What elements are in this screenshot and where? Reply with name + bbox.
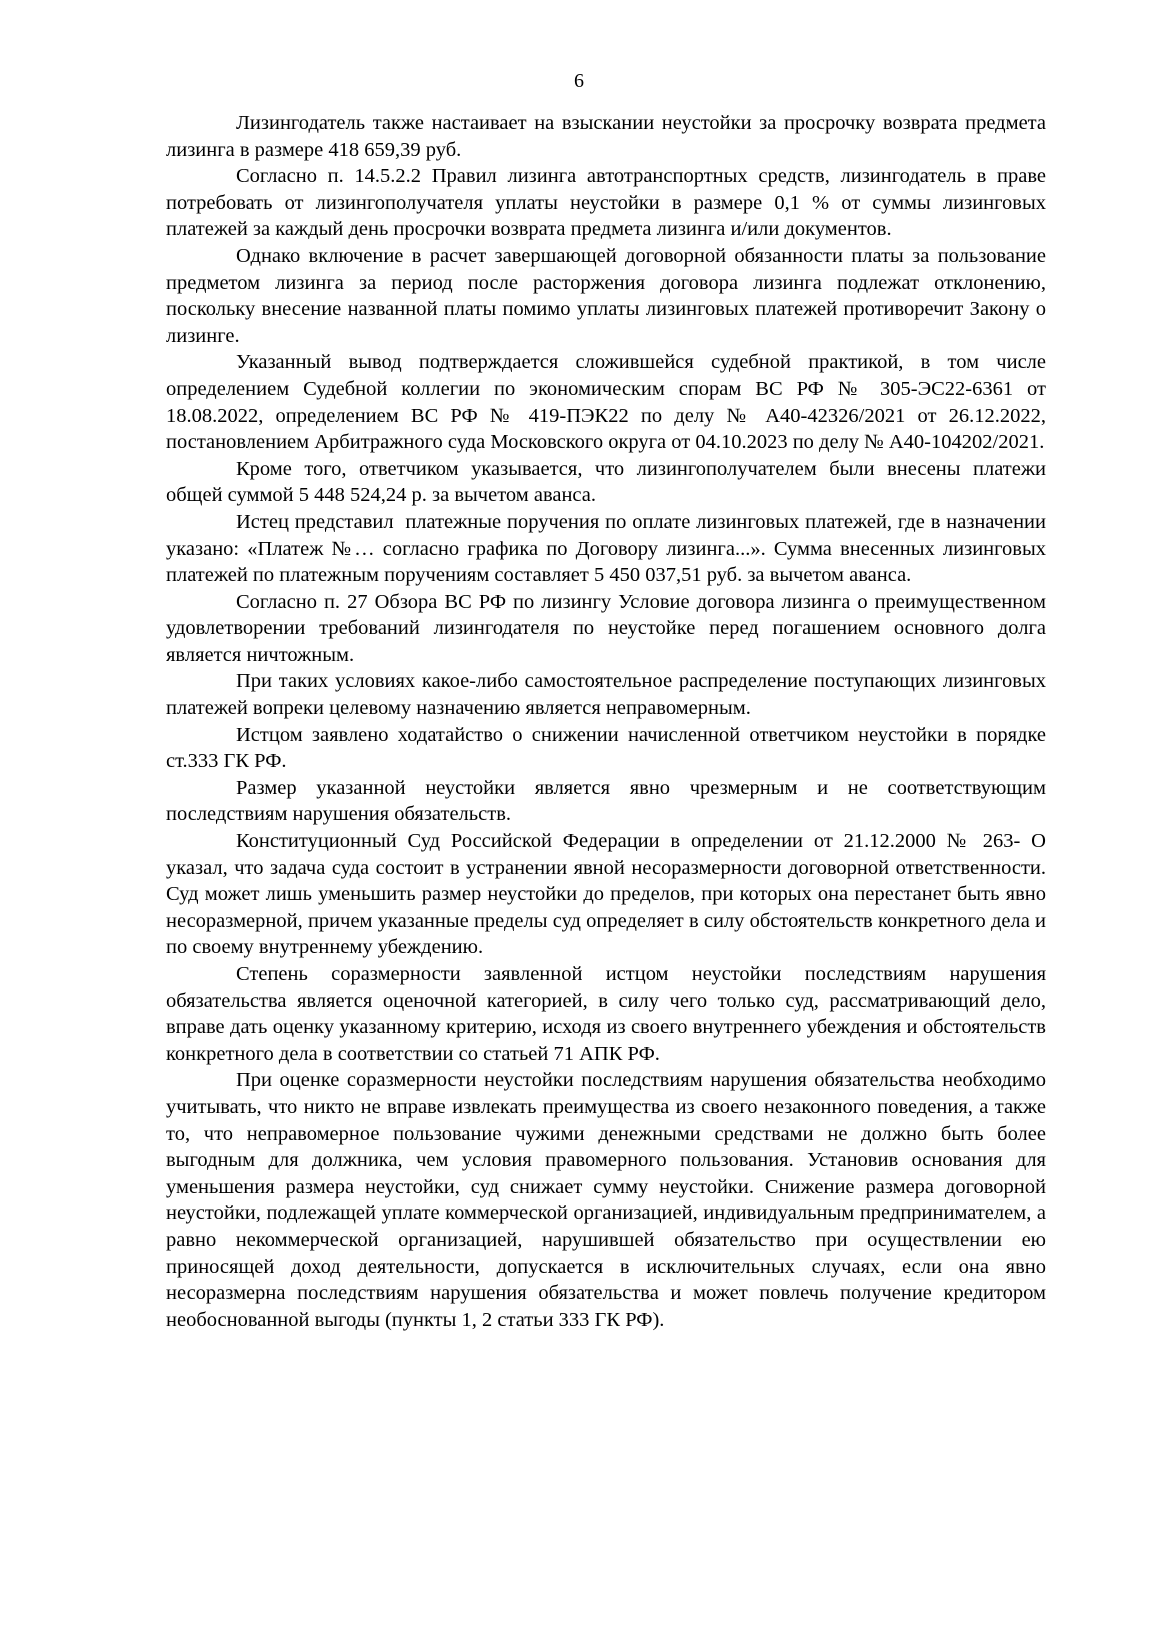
paragraph: Однако включение в расчет завершающей договорной обязанности платы за пользование предметом лизинга за период после расторжения договора лизинга подлежат отклонению, поскольку внесение названной платы помимо уплаты лизинговых платежей противоречит Закону о лизинге. [166, 244, 1052, 347]
paragraph: Указанный вывод подтверждается сложившейся судебной практикой, в том числе определением Судебной коллегии по экономическим спорам ВС РФ № 305-ЭС22-6361 от 18.08.2022, определением ВС РФ № 419-ПЭК22 по делу № А40-42326/2021 от 26.12.2022, постановлением Арбитражного суда Московского округа от 04.10.2023 по делу № А40-104202/2021. [166, 351, 1052, 454]
paragraph: Согласно п. 14.5.2.2 Правил лизинга автотранспортных средств, лизингодатель в праве потребовать от лизингополучателя уплаты неустойки в размере 0,1 % от суммы лизинговых платежей за каждый день просрочки возврата предмета лизинга и/или документов. [166, 165, 1052, 241]
paragraph: Степень соразмерности заявленной истцом неустойки последствиям нарушения обязательства является оценочной категорией, в силу чего только суд, рассматривающий дело, вправе дать оценку указанному критерию, исходя из своего внутреннего убеждения и обстоятельств конкретного дела в соответствии со статьей 71 АПК РФ. [166, 963, 1052, 1065]
paragraph: Истец представил платежные поручения по оплате лизинговых платежей, где в назначении указано: «Платеж №… согласно графика по Договору лизинга...». Сумма внесенных лизинговых платежей по платежным поручениям составляет 5 450 037,51 руб. за вычетом аванса. [166, 510, 1052, 587]
paragraph: Кроме того, ответчиком указывается, что лизингополучателем были внесены платежи общей суммой 5 448 524,24 р. за вычетом аванса. [166, 457, 1052, 507]
paragraph: Размер указанной неустойки является явно чрезмерным и не соответствующим последствиям нарушения обязательств. [166, 776, 1052, 826]
paragraph: При оценке соразмерности неустойки последствиям нарушения обязательства необходимо учитывать, что никто не вправе извлекать преимущества из своего незаконного поведения, а также то, что неправомерное пользование чужими денежными средствами не должно быть более выгодным для должника, чем условия правомерного пользования. Установив основания для уменьшения размера неустойки, суд снижает сумму неустойки. Снижение размера договорной неустойки, подлежащей уплате коммерческой организацией, индивидуальным предпринимателем, а равно некоммерческой организацией, нарушившей обязательство при осуществлении ею приносящей доход деятельности, допускается в исключительных случаях, если она явно несоразмерна последствиям нарушения обязательства и может повлечь получение кредитором необоснованной выгоды (пункты 1, 2 статьи 333 ГК РФ). [166, 1069, 1052, 1331]
document-body [166, 110, 1052, 1333]
page-number: 6 [574, 70, 584, 92]
paragraph: При таких условиях какое-либо самостоятельное распределение поступающих лизинговых платежей вопреки целевому назначению является неправомерным. [166, 670, 1052, 720]
paragraph: Конституционный Суд Российской Федерации в определении от 21.12.2000 № 263- О указал, что задача суда состоит в устранении явной несоразмерности договорной ответственности. Суд может лишь уменьшить размер неустойки до пределов, при которых она перестанет быть явно несоразмерной, причем указанные пределы суд определяет в силу обстоятельств конкретного дела и по своему внутреннему убеждению. [166, 830, 1052, 959]
paragraph: Согласно п. 27 Обзора ВС РФ по лизингу Условие договора лизинга о преимущественном удовлетворении требований лизингодателя по неустойке перед погашением основного долга является ничтожным. [166, 590, 1052, 666]
paragraph: Истцом заявлено ходатайство о снижении начисленной ответчиком неустойки в порядке ст.333 ГК РФ. [166, 723, 1052, 773]
paragraph: Лизингодатель также настаивает на взыскании неустойки за просрочку возврата предмета лизинга в размере 418 659,39 руб. [166, 112, 1052, 161]
